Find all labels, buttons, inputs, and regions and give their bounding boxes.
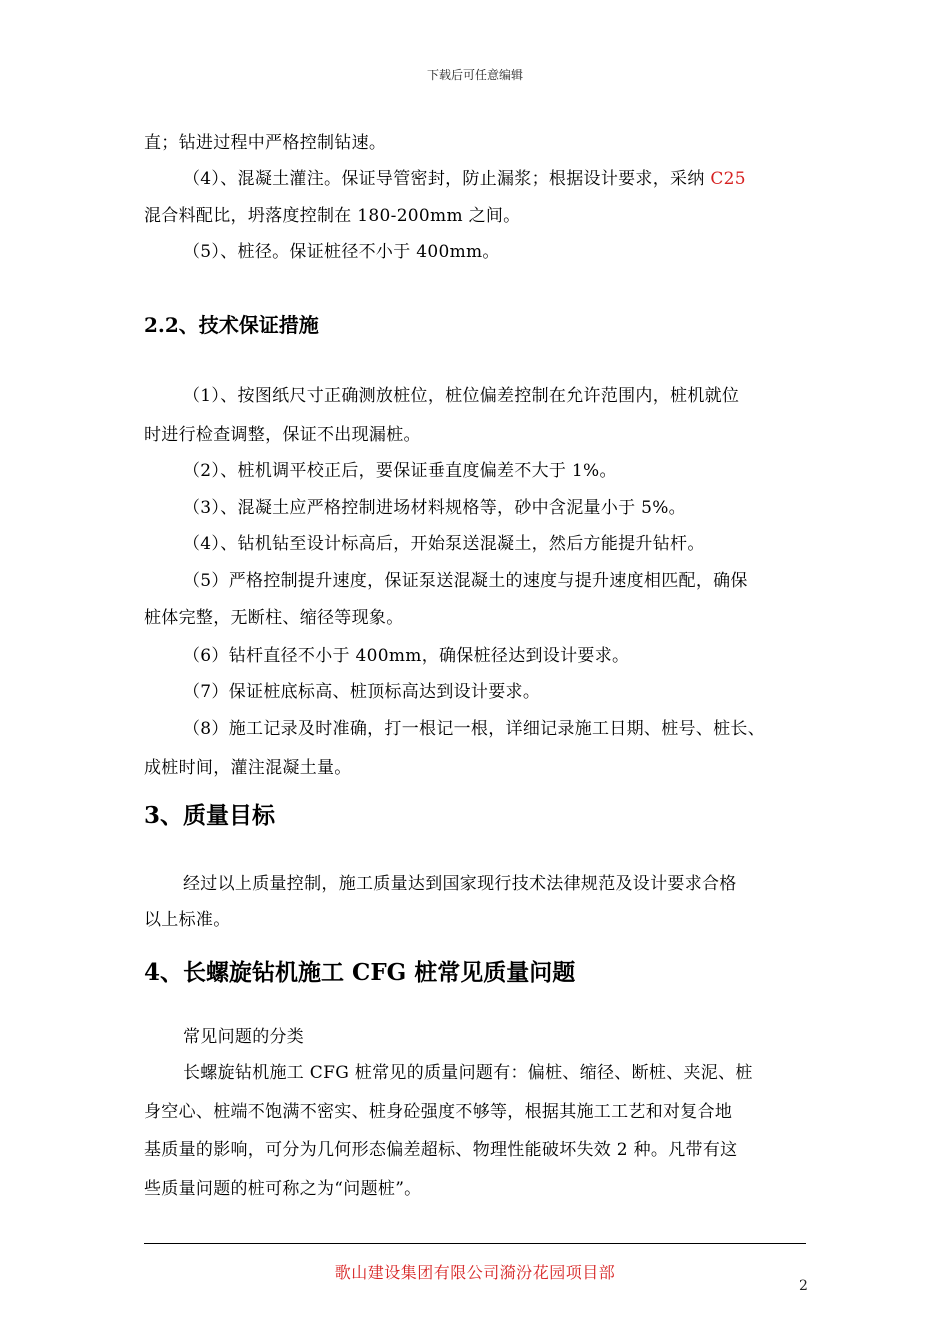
text-line: 些质量问题的桩可称之为“问题桩”。: [144, 1179, 422, 1199]
text-line: 直；钻进过程中严格控制钻速。: [144, 133, 387, 153]
section-heading-2-2: 2.2、技术保证措施: [144, 313, 319, 337]
text-line: （6）钻杆直径不小于 400mm，确保桩径达到设计要求。: [183, 646, 630, 666]
text-line: 桩体完整，无断柱、缩径等现象。: [144, 608, 404, 628]
section-heading-3: 3、质量目标: [144, 802, 276, 829]
text-line: 基质量的影响，可分为几何形态偏差超标、物理性能破坏失效 2 种。凡带有这: [144, 1140, 738, 1160]
text-line: 身空心、桩端不饱满不密实、桩身砼强度不够等，根据其施工工艺和对复合地: [144, 1102, 733, 1122]
text-line: （2）、桩机调平校正后，要保证垂直度偏差不大于 1%。: [183, 461, 617, 481]
text-line: （5）严格控制提升速度，保证泵送混凝土的速度与提升速度相匹配，确保: [183, 571, 748, 591]
header-note: 下载后可任意编辑: [426, 68, 523, 82]
text-line: （4）、钻机钻至设计标高后，开始泵送混凝土，然后方能提升钻杆。: [183, 534, 705, 554]
section-heading-4: 4、长螺旋钻机施工 CFG 桩常见质量问题: [144, 959, 576, 986]
text-line: 经过以上质量控制，施工质量达到国家现行技术法律规范及设计要求合格: [183, 874, 737, 894]
text-span: （4）、混凝土灌注。保证导管密封，防止漏浆；根据设计要求，采纳: [183, 169, 711, 189]
text-line: （8）施工记录及时准确，打一根记一根，详细记录施工日期、桩号、桩长、: [183, 719, 766, 739]
text-line: （1）、按图纸尺寸正确测放桩位，桩位偏差控制在允许范围内，桩机就位: [183, 386, 740, 406]
text-line: （3）、混凝土应严格控制进场材料规格等，砂中含泥量小于 5%。: [183, 498, 686, 518]
subheading: 常见问题的分类: [183, 1027, 305, 1047]
text-line: 长螺旋钻机施工 CFG 桩常见的质量问题有：偏桩、缩径、断桩、夹泥、桩: [183, 1063, 753, 1083]
highlight-c25: C25: [710, 169, 746, 189]
text-line: 成桩时间，灌注混凝土量。: [144, 758, 352, 778]
text-line: （7）保证桩底标高、桩顶标高达到设计要求。: [183, 682, 541, 702]
footer-company: 歌山建设集团有限公司漪汾花园项目部: [334, 1263, 616, 1282]
text-line: 以上标准。: [144, 910, 231, 930]
text-line: （5）、桩径。保证桩径不小于 400mm。: [183, 242, 500, 262]
text-line: 混合料配比，坍落度控制在 180-200mm 之间。: [144, 206, 521, 226]
page-number: 2: [799, 1278, 808, 1294]
text-line: 时进行检查调整，保证不出现漏桩。: [144, 425, 421, 445]
footer-divider: [144, 1243, 806, 1244]
text-line-concrete-pouring: [183, 164, 746, 189]
